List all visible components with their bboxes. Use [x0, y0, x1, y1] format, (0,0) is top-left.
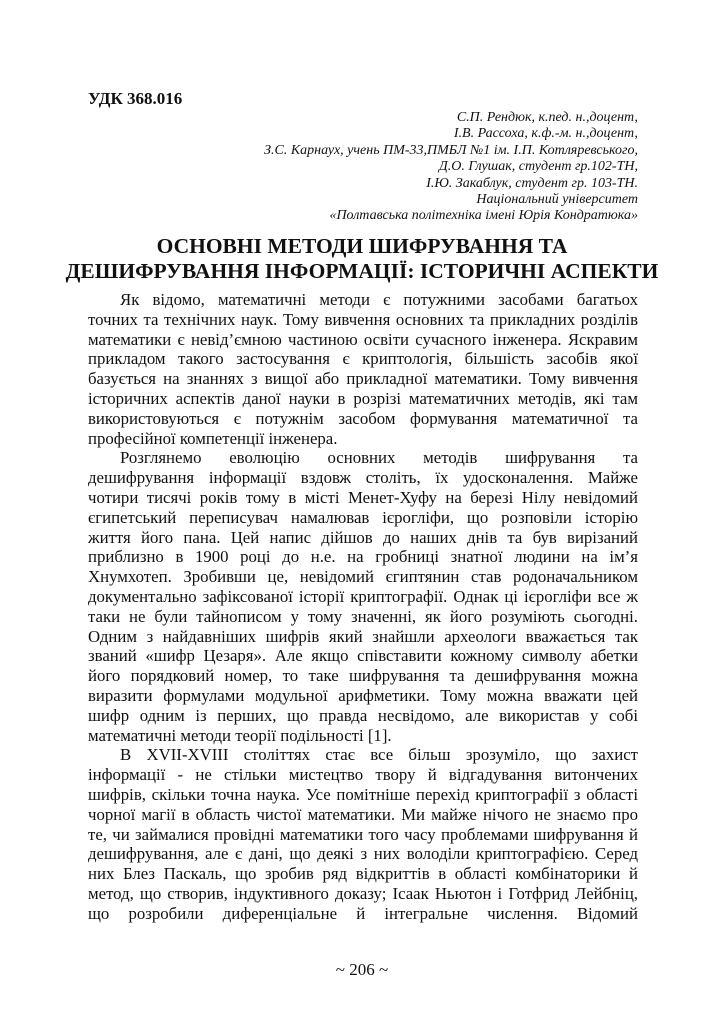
text-line: Розглянемо еволюцію основних методів шифрування та: [120, 448, 638, 468]
text-line: виразити формулами модульної арифметики. Тому можна вважати цей: [88, 685, 638, 705]
text-line: дешифрування інформації вздовж століть, їх удосконалення. Майже: [88, 468, 638, 488]
text-line: шифр одним із перших, що правда несвідомо, але використав у собі: [88, 705, 638, 725]
affiliation-line: Національний університет: [476, 192, 638, 208]
text-line: документально зафіксованої історії криптографії. Однак ці ієрогліфи все ж: [88, 586, 638, 606]
author-line: З.С. Карнаух, учень ПМ-33,ПМБЛ №1 ім. І.П. Котляревського,: [264, 142, 638, 158]
text-line: інформації - не стільки мистецтво твору й відгадування витончених: [88, 765, 638, 785]
text-line: чотири тисячі років тому в місті Менет-Хуфу на березі Нілу невідомий: [88, 487, 638, 507]
text-line: життя його пана. Цей напис дійшов до наших днів та був вирізаний: [88, 527, 638, 547]
text-line: Як відомо, математичні методи є потужними засобами багатьох: [120, 290, 638, 309]
title-line: ОСНОВНІ МЕТОДИ ШИФРУВАННЯ ТА: [156, 234, 568, 258]
text-line: В XVII-XVIII століттях стає все більш зрозуміло, що захист: [120, 745, 638, 765]
text-line: Одним з найдавніших шифрів який знайшли археологи вважається так: [88, 626, 638, 646]
text-line: чорної магії в область чистої математики. Ми майже нічого не знаємо про: [88, 804, 638, 824]
udc-code: УДК 368.016: [88, 89, 183, 108]
page-number: ~ 206 ~: [335, 960, 389, 979]
paragraph: [88, 745, 638, 923]
text-line: званий «шифр Цезаря». Але якщо співставити кожному символу абетки: [88, 646, 638, 666]
author-line: І.В. Рассоха, к.ф.-м. н.,доцент,: [453, 126, 638, 142]
text-line: що розробили диференціальне й інтегральне числення. Відомий: [88, 903, 638, 923]
text-line: математичні методи теорії подільності [1].: [88, 725, 392, 745]
article-body: [88, 290, 638, 924]
article-title: [60, 234, 664, 284]
paragraph: [88, 290, 638, 448]
text-line: точних та технічних наук. Тому вивчення основних та прикладних розділів: [88, 309, 638, 329]
text-line: Хнумхотеп. Зробивши це, невідомий єгиптянин став родоначальником: [88, 567, 638, 587]
author-line: І.Ю. Закаблук, студент гр. 103-ТН.: [426, 175, 638, 191]
authors-block: [264, 110, 638, 225]
text-line: приблизно в 1900 році до н.е. на гробниці знатної людини на ім’я: [88, 547, 638, 567]
text-line: них Блез Паскаль, що зробив ряд відкриттів в області комбінаторики й: [88, 864, 638, 884]
affiliation-line: «Полтавська політехніка імені Юрія Кондратюка»: [329, 208, 638, 224]
text-line: єгипетський переписувач намалював ієрогліфи, що розповіли історію: [88, 507, 638, 527]
text-line: професійної компетенції інженера.: [88, 428, 338, 448]
text-line: прикладом такого застосування є криптологія, більшість засобів якої: [88, 349, 638, 369]
text-line: математики є невід’ємною частиною освіти сучасного інженера. Яскравим: [88, 329, 638, 349]
text-line: його порядковий номер, то таке шифрування та дешифрування можна: [88, 666, 638, 686]
paragraph: [88, 448, 638, 745]
text-line: історичних аспектів даної науки в розрізі математичних методів, які там: [88, 388, 638, 408]
text-line: використовуються є потужнім засобом формування математичної та: [88, 408, 638, 428]
author-line: Д.О. Глушак, студент гр.102-ТН,: [438, 159, 638, 175]
text-line: метод, що створив, індуктивного доказу; Ісаак Ньютон і Готфрид Лейбніц,: [88, 883, 638, 903]
text-line: таки не були тайнописом у тому значенні, як його розуміють сьогодні.: [88, 606, 638, 626]
text-line: дешифрування, але є дані, що деякі з них володіли криптографією. Серед: [88, 844, 638, 864]
author-line: С.П. Рендюк, к.пед. н.,доцент,: [456, 110, 638, 125]
text-line: шифрів, скільки точна наука. Усе помітніше перехід криптографії з області: [88, 784, 638, 804]
text-line: базується на знаннях з вищої або прикладної математики. Тому вивчення: [88, 369, 638, 389]
text-line: те, чи займалися провідні математики того часу проблемами шифрування й: [88, 824, 638, 844]
title-line: ДЕШИФРУВАННЯ ІНФОРМАЦІЇ: ІСТОРИЧНІ АСПЕКТИ: [65, 259, 659, 283]
